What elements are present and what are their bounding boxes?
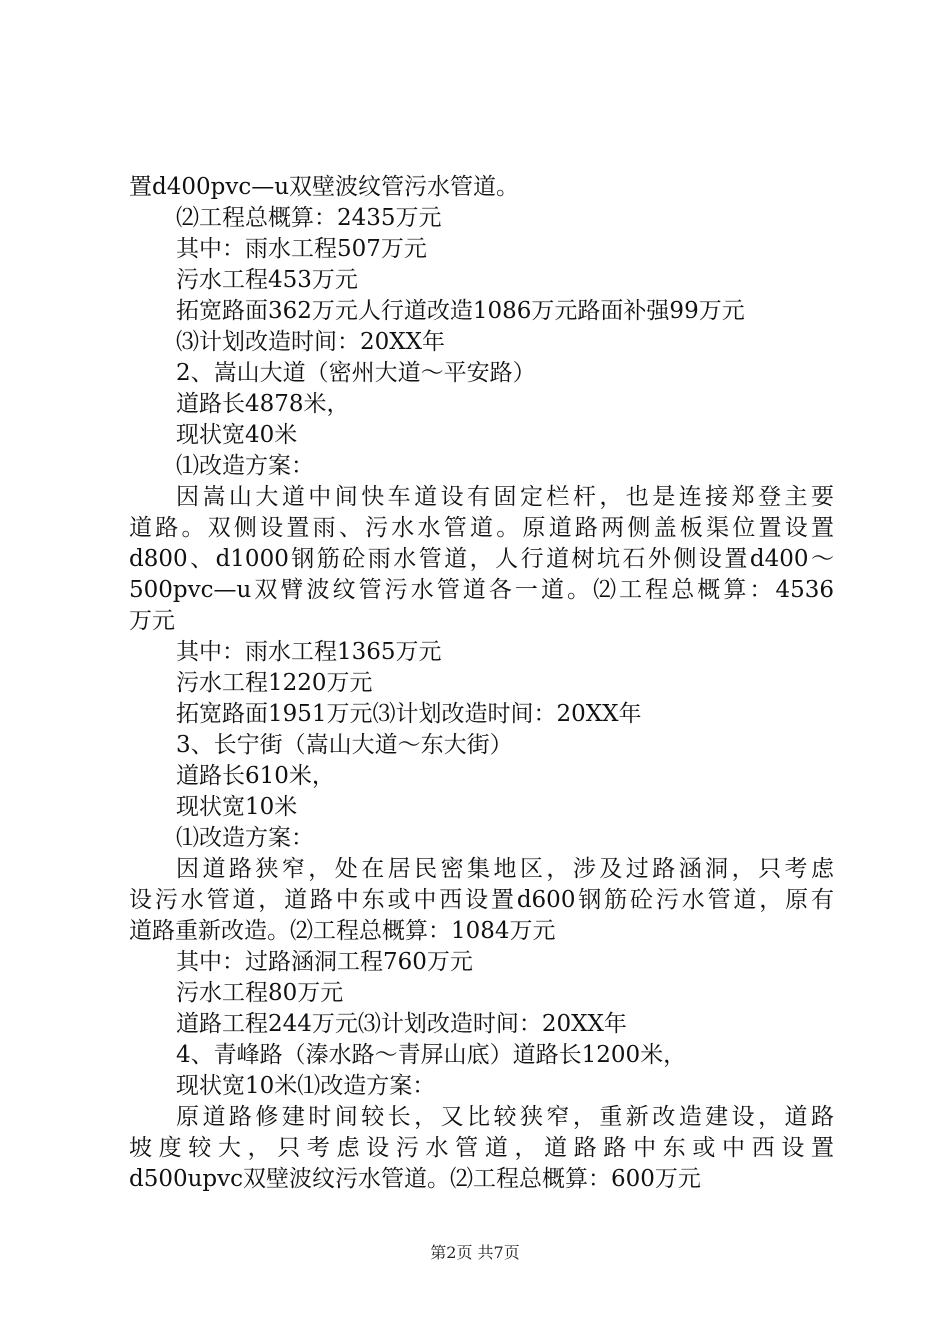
text-line: 3、长宁街（嵩山大道～东大街） (176, 732, 513, 758)
text-line: 道路长4878米， (176, 391, 350, 417)
text-line: 置d400pvc—u双壁波纹管污水管道。 (129, 174, 520, 200)
text-line: 因道路狭窄，处在居民密集地区，涉及过路涵洞，只考虑 (176, 856, 834, 882)
text-line: 道路。双侧设置雨、污水水管道。原道路两侧盖板渠位置设置 (129, 515, 834, 541)
text-line: 万元 (129, 608, 175, 634)
text-line: ⑶计划改造时间：20XX年 (176, 329, 446, 355)
document-body (129, 172, 834, 1195)
text-line: ⑵工程总概算：2435万元 (176, 205, 442, 231)
text-line: 4、青峰路（溱水路～青屏山底）道路长1200米， (176, 1042, 687, 1068)
text-line: ⑴改造方案： (176, 825, 314, 851)
text-line: 现状宽10米⑴改造方案： (176, 1073, 436, 1099)
text-line: 其中：雨水工程1365万元 (176, 639, 442, 665)
text-line: 道路长610米， (176, 763, 335, 789)
text-line: 道路重新改造。⑵工程总概算：1084万元 (129, 918, 556, 944)
text-line: 坡度较大，只考虑设污水管道，道路路中东或中西设置 (129, 1135, 834, 1161)
text-line: 现状宽10米 (176, 794, 298, 820)
text-line: ⑴改造方案： (176, 453, 314, 479)
page-footer: 第2页 共7页 (430, 1243, 520, 1262)
text-line: 2、嵩山大道（密州大道～平安路） (176, 360, 536, 386)
text-line: 拓宽路面1951万元⑶计划改造时间：20XX年 (176, 701, 642, 727)
text-line: d500upvc双壁波纹污水管道。⑵工程总概算：600万元 (129, 1166, 701, 1192)
text-line: 拓宽路面362万元人行道改造1086万元路面补强99万元 (176, 298, 745, 324)
text-line: 其中：过路涵洞工程760万元 (176, 949, 473, 975)
text-line: d800、d1000钢筋砼雨水管道，人行道树坑石外侧设置d400～ (129, 546, 834, 572)
text-line: 污水工程1220万元 (176, 670, 373, 696)
text-line: 其中：雨水工程507万元 (176, 236, 427, 262)
text-line: 因嵩山大道中间快车道设有固定栏杆，也是连接郑登主要 (176, 484, 834, 510)
text-line: 原道路修建时间较长，又比较狭窄，重新改造建设，道路 (176, 1104, 834, 1130)
text-line: 道路工程244万元⑶计划改造时间：20XX年 (176, 1011, 627, 1037)
text-line: 污水工程80万元 (176, 980, 344, 1006)
text-line: 设污水管道，道路中东或中西设置d600钢筋砼污水管道，原有 (129, 887, 834, 913)
text-line: 污水工程453万元 (176, 267, 358, 293)
text-line: 500pvc—u双臂波纹管污水管道各一道。⑵工程总概算：4536 (129, 577, 834, 603)
text-line: 现状宽40米 (176, 422, 298, 448)
